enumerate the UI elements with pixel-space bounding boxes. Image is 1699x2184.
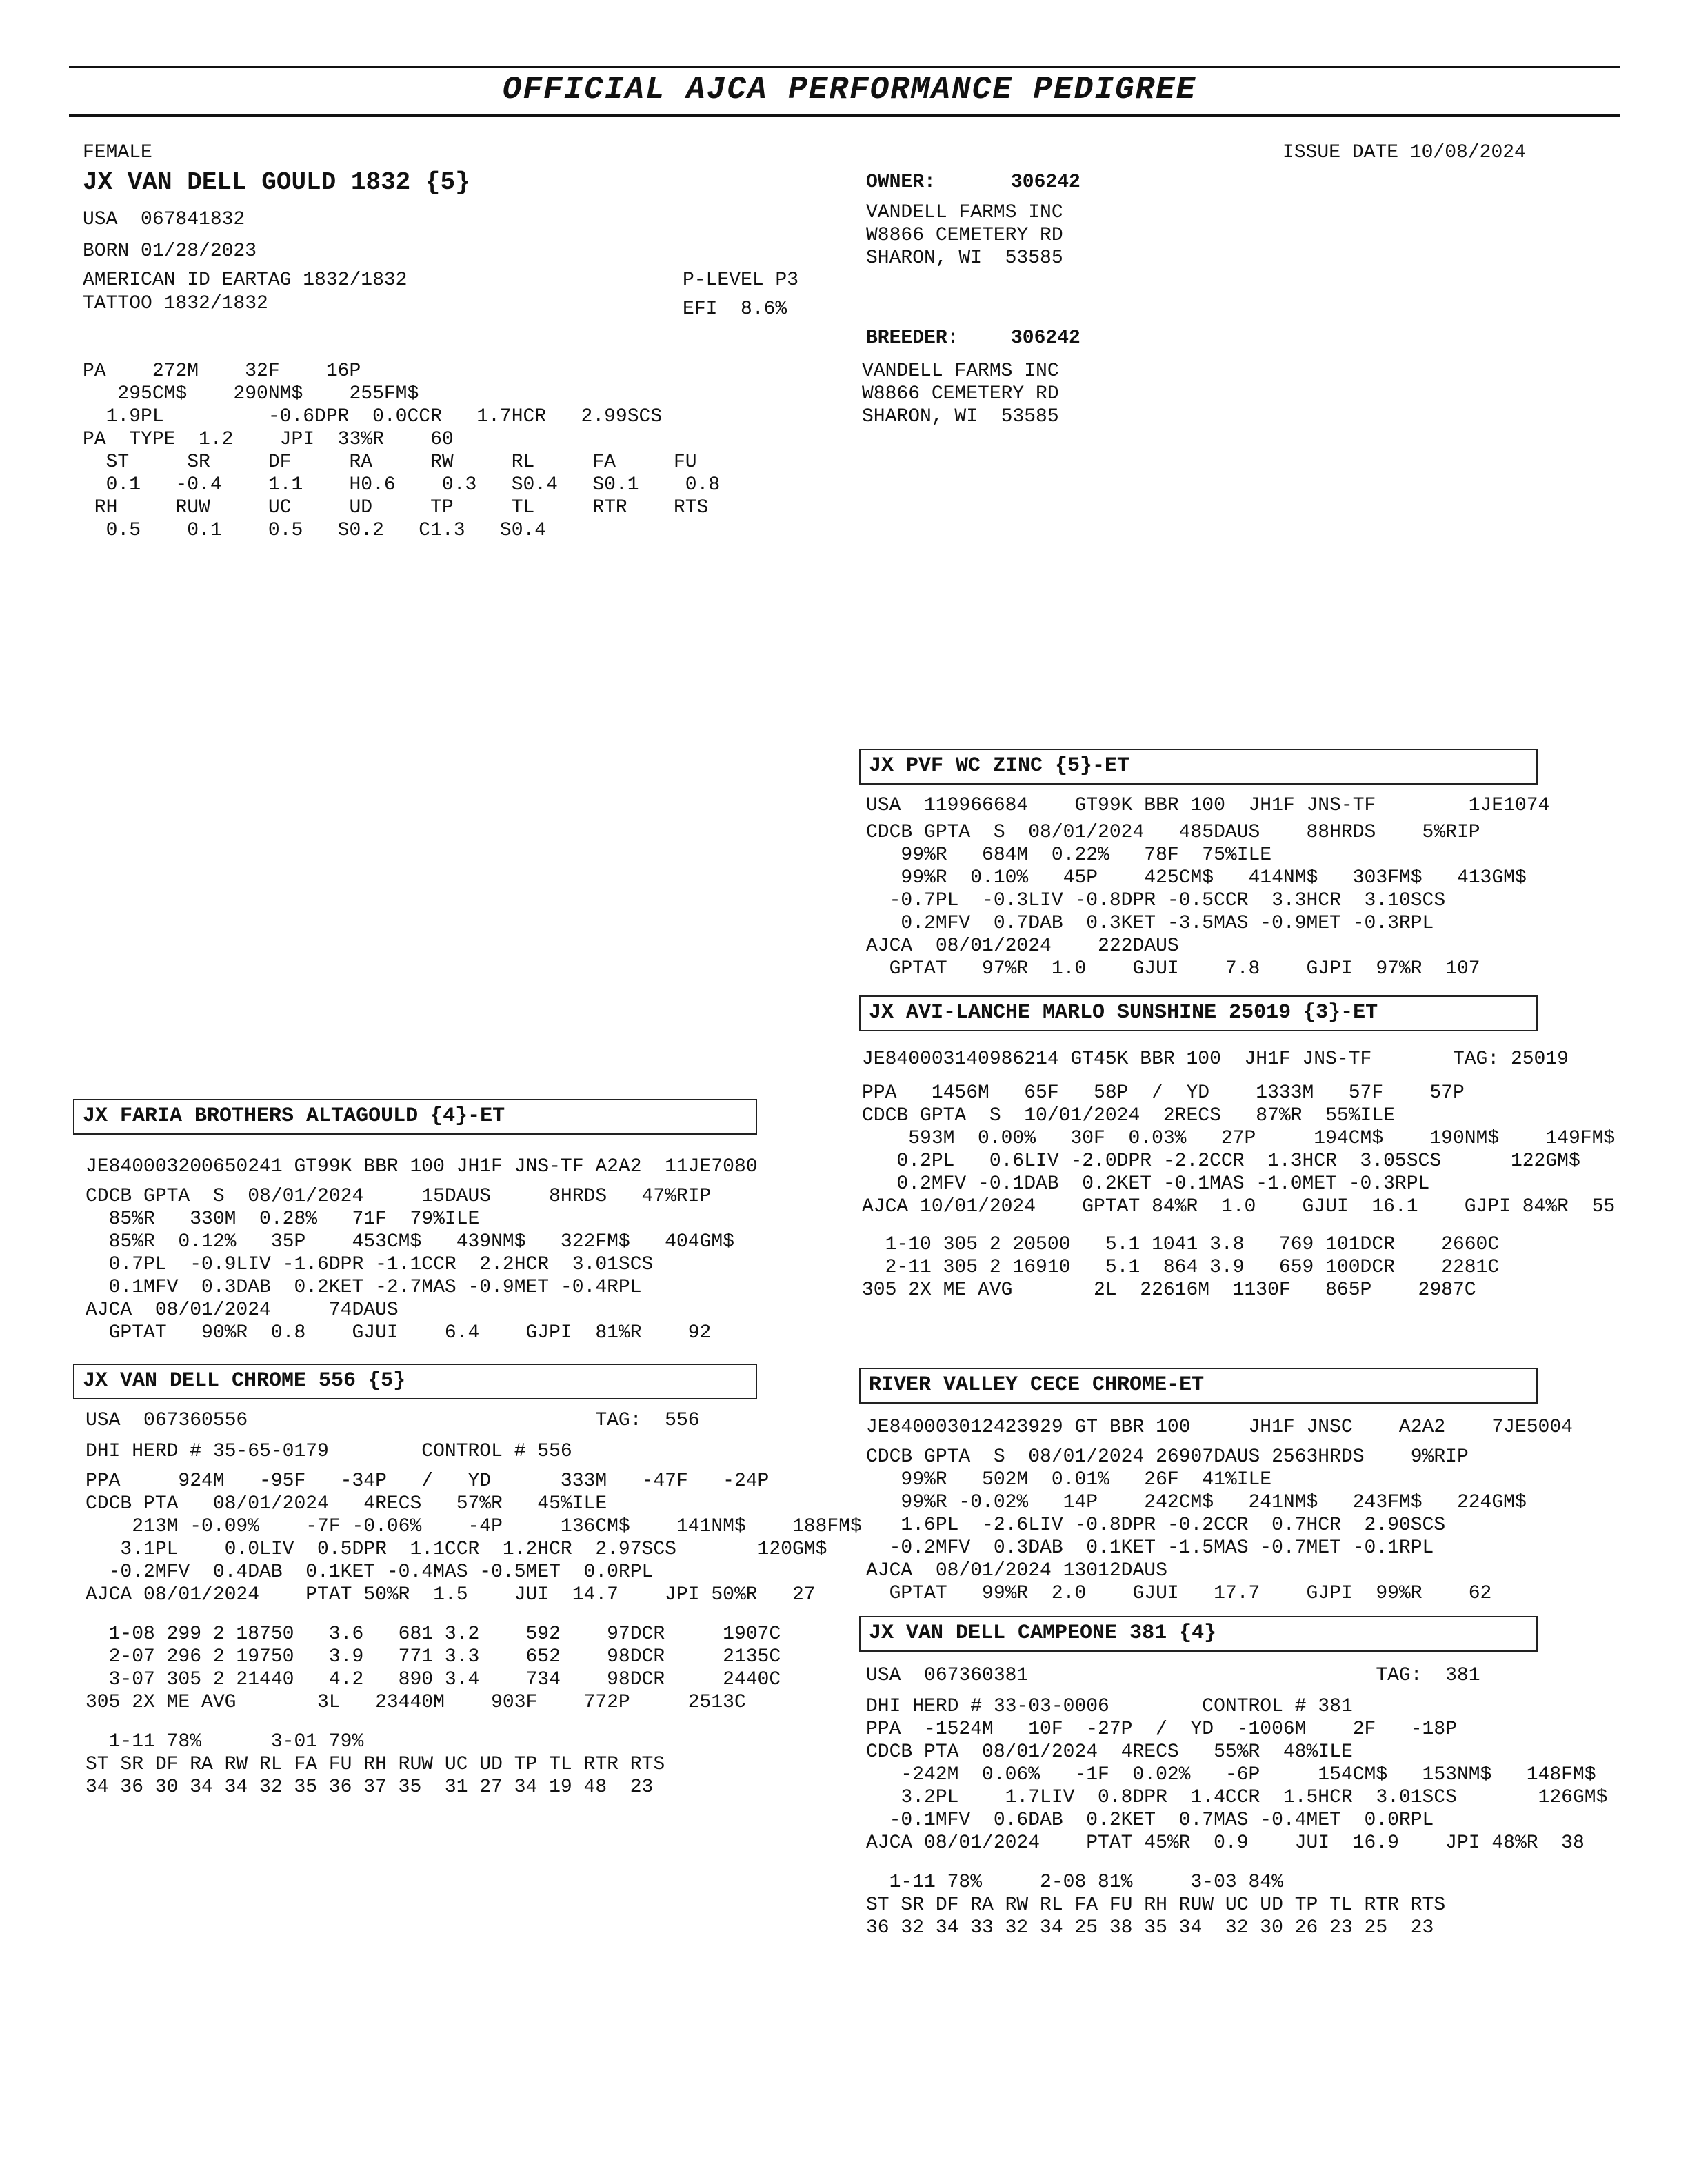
issue-date: ISSUE DATE 10/08/2024 xyxy=(1283,142,1526,163)
sire-line: 0.1MFV 0.3DAB 0.2KET -2.7MAS -0.9MET -0.4RPL xyxy=(86,1277,642,1298)
sire-dam-line: 0.2MFV -0.1DAB 0.2KET -0.1MAS -1.0MET -0.3RPL xyxy=(862,1173,1430,1195)
animal-sex: FEMALE xyxy=(83,142,152,163)
sire-dam-block xyxy=(862,1048,1615,1302)
dam-block xyxy=(86,1409,862,1799)
sire-dam-line: 0.2PL 0.6LIV -2.0DPR -2.2CCR 1.3HCR 3.05SCS 122GM$ xyxy=(862,1151,1580,1172)
breeder-address-line: SHARON, WI 53585 xyxy=(862,406,1059,427)
sire-sire-line: 99%R 0.10% 45P 425CM$ 414NM$ 303FM$ 413GM$ xyxy=(866,867,1527,889)
pa-line: 1.9PL -0.6DPR 0.0CCR 1.7HCR 2.99SCS xyxy=(83,406,663,427)
sire-sire-name-box: JX PVF WC ZINC {5}-ET xyxy=(859,749,1538,785)
dam-sire-name-box: RIVER VALLEY CECE CHROME-ET xyxy=(859,1368,1538,1404)
dam-dam-line: AJCA 08/01/2024 PTAT 45%R 0.9 JUI 16.9 JPI 48%R 38 xyxy=(866,1832,1585,1854)
dam-line: -0.2MFV 0.4DAB 0.1KET -0.4MAS -0.5MET 0.0RPL xyxy=(86,1561,654,1583)
sire-dam-line: 2-11 305 2 16910 5.1 864 3.9 659 100DCR 2281C xyxy=(862,1257,1500,1278)
animal-id: AMERICAN ID EARTAG 1832/1832 xyxy=(83,270,408,291)
dam-sire-line: 1.6PL -2.6LIV -0.8DPR -0.2CCR 0.7HCR 2.90SCS xyxy=(866,1515,1446,1536)
dam-line: ST SR DF RA RW RL FA FU RH RUW UC UD TP TL RTR RTS xyxy=(86,1754,665,1775)
sire-sire-line: CDCB GPTA S 08/01/2024 485DAUS 88HRDS 5%RIP xyxy=(866,822,1480,843)
dam-sire-line: JE840003012423929 GT BBR 100 JH1F JNSC A2A2 7JE5004 xyxy=(866,1417,1573,1438)
spacer xyxy=(866,1854,1607,1871)
dam-sire-line: 99%R -0.02% 14P 242CM$ 241NM$ 243FM$ 224GM$ xyxy=(866,1492,1527,1513)
parent-average-block xyxy=(83,360,720,542)
animal-plevel: P-LEVEL P3 xyxy=(683,270,799,291)
spacer xyxy=(86,1606,862,1623)
sire-block xyxy=(86,1155,758,1344)
sire-sire-line: -0.7PL -0.3LIV -0.8DPR -0.5CCR 3.3HCR 3.10SCS xyxy=(866,890,1446,911)
dam-line: DHI HERD # 35-65-0179 CONTROL # 556 xyxy=(86,1441,572,1462)
sire-sire-line: USA 119966684 GT99K BBR 100 JH1F JNS-TF 1JE1074 xyxy=(866,795,1550,816)
dam-dam-line: CDCB PTA 08/01/2024 4RECS 55%R 48%ILE xyxy=(866,1741,1353,1763)
dam-dam-name-box: JX VAN DELL CAMPEONE 381 {4} xyxy=(859,1616,1538,1652)
owner-number: 306242 xyxy=(1011,172,1080,193)
sire-dam-name-box: JX AVI-LANCHE MARLO SUNSHINE 25019 {3}-ET xyxy=(859,995,1538,1031)
sire-sire-line: 0.2MFV 0.7DAB 0.3KET -3.5MAS -0.9MET -0.3RPL xyxy=(866,913,1434,934)
owner-label: OWNER: xyxy=(866,172,936,193)
dam-sire-block xyxy=(866,1416,1573,1605)
sire-sire-block xyxy=(866,794,1549,980)
dam-line: USA 067360556 TAG: 556 xyxy=(86,1410,700,1431)
breeder-label: BREEDER: xyxy=(866,327,959,349)
dam-sire-line: GPTAT 99%R 2.0 GJUI 17.7 GJPI 99%R 62 xyxy=(866,1583,1492,1604)
sire-line: GPTAT 90%R 0.8 GJUI 6.4 GJPI 81%R 92 xyxy=(86,1322,712,1344)
dam-line: 1-11 78% 3-01 79% xyxy=(86,1731,364,1752)
spacer xyxy=(86,1432,862,1440)
spacer xyxy=(86,1463,862,1470)
dam-line: 3.1PL 0.0LIV 0.5DPR 1.1CCR 1.2HCR 2.97SCS 120GM$ xyxy=(86,1539,827,1560)
dam-dam-line: DHI HERD # 33-03-0006 CONTROL # 381 xyxy=(866,1696,1353,1717)
dam-sire-line: AJCA 08/01/2024 13012DAUS xyxy=(866,1560,1167,1581)
dam-dam-line: 3.2PL 1.7LIV 0.8DPR 1.4CCR 1.5HCR 3.01SCS 126GM$ xyxy=(866,1787,1608,1808)
dam-line: 305 2X ME AVG 3L 23440M 903F 772P 2513C xyxy=(86,1692,746,1713)
spacer xyxy=(86,1178,758,1185)
spacer xyxy=(862,1218,1615,1233)
sire-dam-line: 1-10 305 2 20500 5.1 1041 3.8 769 101DCR 2660C xyxy=(862,1234,1500,1255)
sire-dam-line: CDCB GPTA S 10/01/2024 2RECS 87%R 55%ILE xyxy=(862,1105,1395,1126)
pa-line: RH RUW UC UD TP TL RTR RTS xyxy=(83,497,709,518)
pa-line: 0.5 0.1 0.5 S0.2 C1.3 S0.4 xyxy=(83,520,547,541)
spacer xyxy=(866,1687,1607,1695)
owner-address-line: W8866 CEMETERY RD xyxy=(866,225,1063,246)
dam-dam-line: PPA -1524M 10F -27P / YD -1006M 2F -18P xyxy=(866,1719,1457,1740)
animal-efi: EFI 8.6% xyxy=(683,299,787,320)
breeder-address-line: W8866 CEMETERY RD xyxy=(862,383,1059,405)
dam-sire-line: CDCB GPTA S 08/01/2024 26907DAUS 2563HRDS 9%RIP xyxy=(866,1446,1469,1468)
breeder-number: 306242 xyxy=(1011,327,1080,349)
sire-line: AJCA 08/01/2024 74DAUS xyxy=(86,1300,399,1321)
sire-sire-line: AJCA 08/01/2024 222DAUS xyxy=(866,936,1179,957)
dam-dam-line: 1-11 78% 2-08 81% 3-03 84% xyxy=(866,1872,1283,1893)
sire-name-box: JX FARIA BROTHERS ALTAGOULD {4}-ET xyxy=(73,1099,757,1135)
sire-dam-line: AJCA 10/01/2024 GPTAT 84%R 1.0 GJUI 16.1 GJPI 84%R 55 xyxy=(862,1196,1616,1217)
dam-line: 1-08 299 2 18750 3.6 681 3.2 592 97DCR 1907C xyxy=(86,1624,781,1645)
dam-dam-line: USA 067360381 TAG: 381 xyxy=(866,1665,1480,1686)
pa-line: PA TYPE 1.2 JPI 33%R 60 xyxy=(83,429,454,450)
sire-dam-line: 593M 0.00% 30F 0.03% 27P 194CM$ 190NM$ 149FM$ xyxy=(862,1128,1616,1149)
title-underline xyxy=(69,114,1620,117)
pa-line: 0.1 -0.4 1.1 H0.6 0.3 S0.4 S0.1 0.8 xyxy=(83,474,721,496)
sire-dam-line: 305 2X ME AVG 2L 22616M 1130F 865P 2987C xyxy=(862,1280,1476,1301)
owner-address-line: VANDELL FARMS INC xyxy=(866,202,1063,223)
owner-address-line: SHARON, WI 53585 xyxy=(866,247,1063,269)
sire-line: 0.7PL -0.9LIV -1.6DPR -1.1CCR 2.2HCR 3.01SCS xyxy=(86,1254,654,1275)
dam-dam-line: 36 32 34 33 32 34 25 38 35 34 32 30 26 23 25 23 xyxy=(866,1917,1434,1939)
animal-born: BORN 01/28/2023 xyxy=(83,241,257,262)
dam-dam-block xyxy=(866,1664,1607,1939)
pa-line: PA 272M 32F 16P xyxy=(83,361,361,382)
animal-registration: USA 067841832 xyxy=(83,209,245,230)
dam-dam-line: -242M 0.06% -1F 0.02% -6P 154CM$ 153NM$ 148FM$ xyxy=(866,1764,1596,1786)
dam-line: CDCB PTA 08/01/2024 4RECS 57%R 45%ILE xyxy=(86,1493,607,1515)
spacer xyxy=(862,1071,1615,1082)
dam-dam-line: -0.1MFV 0.6DAB 0.2KET 0.7MAS -0.4MET 0.0RPL xyxy=(866,1810,1434,1831)
dam-line: 2-07 296 2 19750 3.9 771 3.3 652 98DCR 2135C xyxy=(86,1646,781,1668)
sire-sire-line: GPTAT 97%R 1.0 GJUI 7.8 GJPI 97%R 107 xyxy=(866,958,1480,980)
sire-line: 85%R 330M 0.28% 71F 79%ILE xyxy=(86,1209,480,1230)
dam-line: 3-07 305 2 21440 4.2 890 3.4 734 98DCR 2440C xyxy=(86,1669,781,1690)
pa-line: ST SR DF RA RW RL FA FU xyxy=(83,452,697,473)
dam-name-box: JX VAN DELL CHROME 556 {5} xyxy=(73,1364,757,1399)
sire-dam-line: PPA 1456M 65F 58P / YD 1333M 57F 57P xyxy=(862,1082,1465,1104)
owner-address xyxy=(866,201,1063,270)
sire-sire-line: 99%R 684M 0.22% 78F 75%ILE xyxy=(866,845,1272,866)
breeder-address xyxy=(862,360,1059,428)
animal-tattoo: TATTOO 1832/1832 xyxy=(83,293,268,314)
animal-name: JX VAN DELL GOULD 1832 {5} xyxy=(83,168,470,196)
pa-line: 295CM$ 290NM$ 255FM$ xyxy=(83,383,419,405)
spacer xyxy=(86,1714,862,1730)
sire-line: JE840003200650241 GT99K BBR 100 JH1F JNS-TF A2A2 11JE7080 xyxy=(86,1156,758,1177)
sire-line: 85%R 0.12% 35P 453CM$ 439NM$ 322FM$ 404GM$ xyxy=(86,1231,734,1253)
dam-line: AJCA 08/01/2024 PTAT 50%R 1.5 JUI 14.7 JPI 50%R 27 xyxy=(86,1584,816,1606)
dam-line: 213M -0.09% -7F -0.06% -4P 136CM$ 141NM$ 188FM$ xyxy=(86,1516,862,1537)
breeder-address-line: VANDELL FARMS INC xyxy=(862,361,1059,382)
sire-dam-line: JE840003140986214 GT45K BBR 100 JH1F JNS-TF TAG: 25019 xyxy=(862,1049,1569,1070)
dam-dam-line: ST SR DF RA RW RL FA FU RH RUW UC UD TP TL RTR RTS xyxy=(866,1894,1446,1916)
dam-line: 34 36 30 34 34 32 35 36 37 35 31 27 34 19 48 23 xyxy=(86,1777,654,1798)
sire-line: CDCB GPTA S 08/01/2024 15DAUS 8HRDS 47%RIP xyxy=(86,1186,712,1207)
page-title: OFFICIAL AJCA PERFORMANCE PEDIGREE xyxy=(502,72,1197,108)
dam-sire-line: 99%R 502M 0.01% 26F 41%ILE xyxy=(866,1469,1272,1490)
spacer xyxy=(866,1439,1573,1446)
dam-line: PPA 924M -95F -34P / YD 333M -47F -24P xyxy=(86,1470,770,1492)
dam-sire-line: -0.2MFV 0.3DAB 0.1KET -1.5MAS -0.7MET -0.1RPL xyxy=(866,1537,1434,1559)
top-rule xyxy=(69,66,1620,68)
